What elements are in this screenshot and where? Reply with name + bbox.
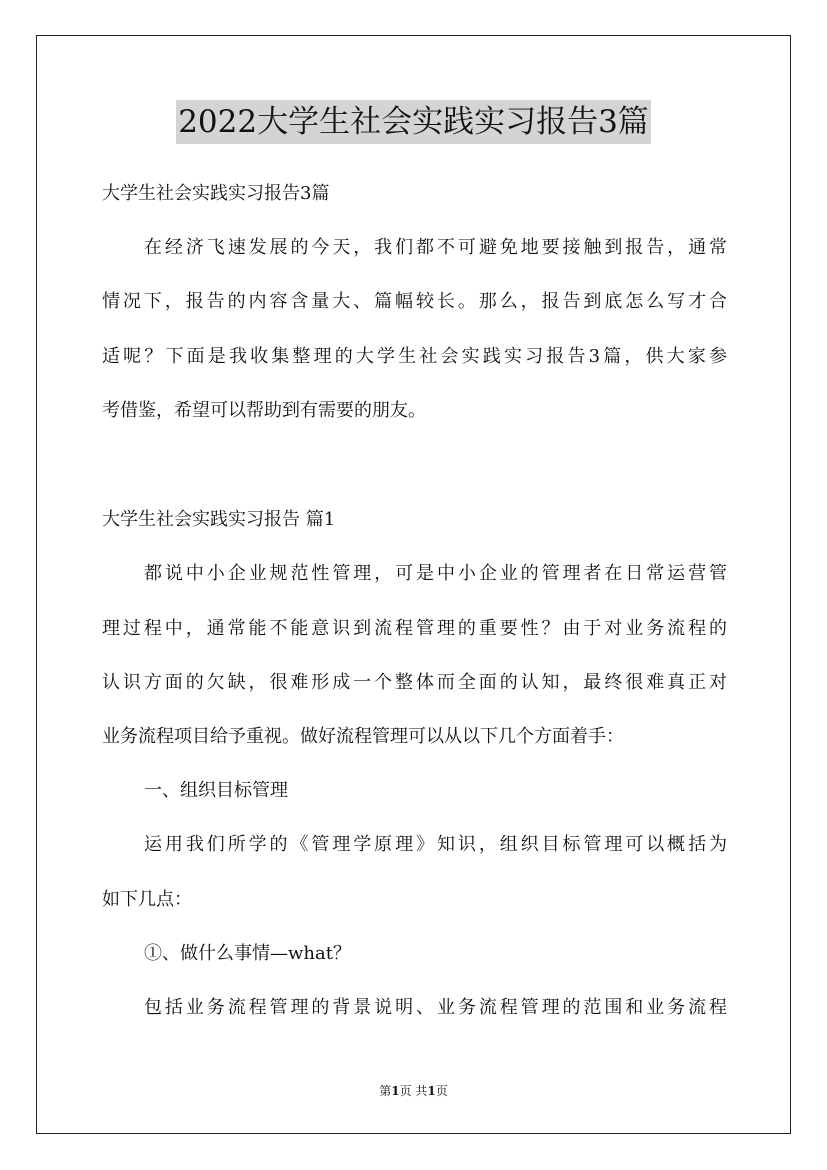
section-heading: 大学生社会实践实习报告 篇1 — [102, 509, 336, 530]
section-line: 认识方面的欠缺，很难形成一个整体而全面的认知，最终很难真正对 — [102, 672, 727, 693]
point-heading: ①、做什么事情—what？ — [144, 943, 351, 964]
intro-line: 考借鉴，希望可以帮助到有需要的朋友。 — [102, 400, 426, 421]
section-line: 都说中小企业规范性管理，可是中小企业的管理者在日常运营管 — [144, 563, 727, 584]
footer-prefix: 第 — [379, 1084, 392, 1098]
document-title: 2022大学生社会实践实习报告3篇 — [176, 100, 651, 144]
title-block — [0, 100, 827, 144]
footer-page-total: 1 — [427, 1084, 436, 1098]
section-line: 业务流程项目给予重视。做好流程管理可以从以下几个方面着手： — [102, 726, 624, 747]
intro-line: 在经济飞速发展的今天，我们都不可避免地要接触到报告，通常 — [144, 237, 727, 258]
section-line: 理过程中，通常能不能意识到流程管理的重要性？由于对业务流程的 — [102, 618, 727, 639]
page-footer — [0, 1081, 827, 1101]
footer-mid: 页 共 — [399, 1084, 428, 1098]
item-heading: 一、组织目标管理 — [144, 780, 288, 801]
footer-suffix: 页 — [435, 1084, 448, 1098]
item-line: 如下几点： — [102, 889, 192, 910]
subtitle: 大学生社会实践实习报告3篇 — [102, 183, 330, 204]
intro-line: 情况下，报告的内容含量大、篇幅较长。那么，报告到底怎么写才合 — [102, 291, 727, 312]
item-line: 运用我们所学的《管理学原理》知识，组织目标管理可以概括为 — [144, 834, 727, 855]
footer-page-number: 1 — [391, 1084, 400, 1098]
point-line: 包括业务流程管理的背景说明、业务流程管理的范围和业务流程 — [144, 997, 727, 1018]
intro-line: 适呢？下面是我收集整理的大学生社会实践实习报告3篇，供大家参 — [102, 346, 727, 367]
